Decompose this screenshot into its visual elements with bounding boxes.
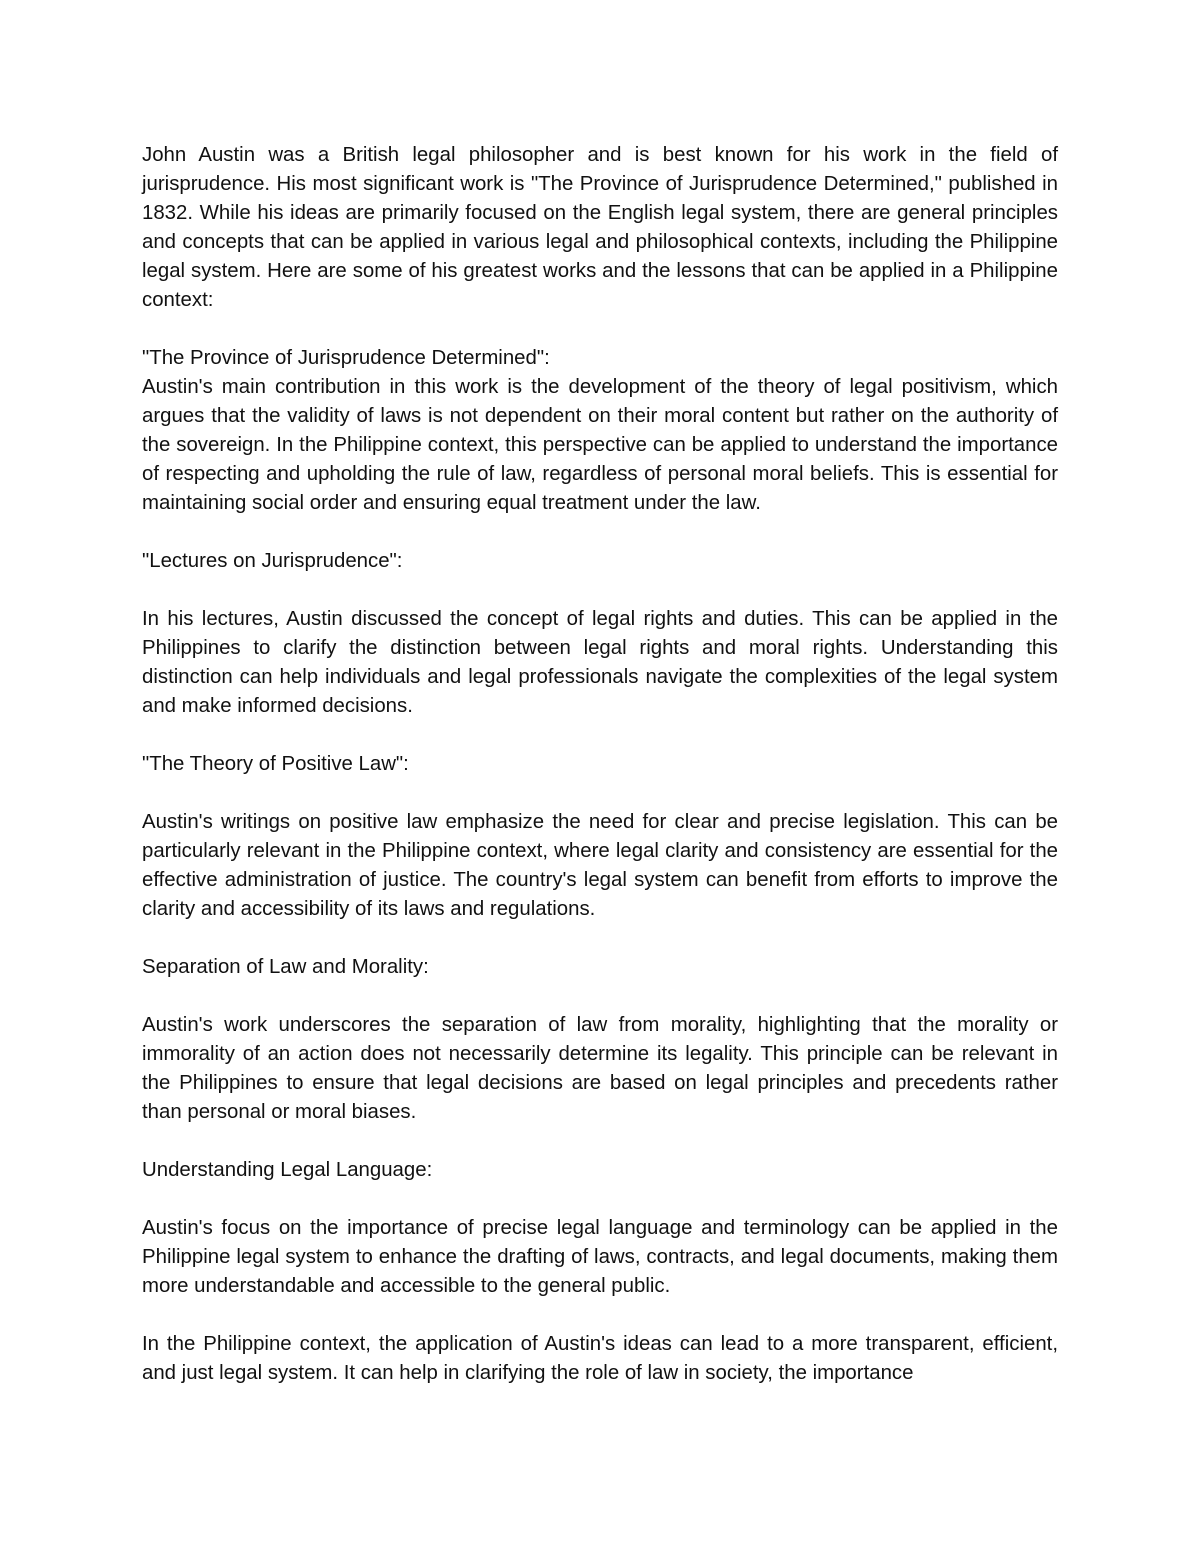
paragraph-gap xyxy=(142,518,1058,547)
paragraph-gap xyxy=(142,721,1058,750)
section-body-separation: Austin's work underscores the separation of law from morality, highlighting that the morality or immorality of an action does not necessarily determine its legality. This principle can be relevant in the Philippines to ensure that legal decisions are based on legal principles and precedents rather than personal or moral biases. xyxy=(142,1014,1058,1123)
paragraph-gap xyxy=(142,315,1058,344)
section-heading-province: "The Province of Jurisprudence Determined": xyxy=(142,347,550,369)
document-page xyxy=(142,141,1058,1388)
conclusion-paragraph: In the Philippine context, the application of Austin's ideas can lead to a more transparent, efficient, and just legal system. It can help in clarifying the role of law in society, the importance xyxy=(142,1333,1058,1384)
section-heading-lectures: "Lectures on Jurisprudence": xyxy=(142,550,403,572)
paragraph-gap xyxy=(142,576,1058,605)
paragraph-gap xyxy=(142,1127,1058,1156)
section-heading-positive-law: "The Theory of Positive Law": xyxy=(142,753,409,775)
section-body-province: Austin's main contribution in this work is the development of the theory of legal positivism, which argues that the validity of laws is not dependent on their moral content but rather on the authority of the sovereign. In the Philippine context, this perspective can be applied to understand the importance of respecting and upholding the rule of law, regardless of personal moral beliefs. This is essential for maintaining social order and ensuring equal treatment under the law. xyxy=(142,376,1058,514)
paragraph-gap xyxy=(142,982,1058,1011)
section-heading-legal-language: Understanding Legal Language: xyxy=(142,1159,433,1181)
intro-paragraph: John Austin was a British legal philosopher and is best known for his work in the field of jurisprudence. His most significant work is "The Province of Jurisprudence Determined," published in 1832. While his ideas are primarily focused on the English legal system, there are general principles and concepts that can be applied in various legal and philosophical contexts, including the Philippine legal system. Here are some of his greatest works and the lessons that can be applied in a Philippine context: xyxy=(142,144,1058,311)
section-heading-separation: Separation of Law and Morality: xyxy=(142,956,429,978)
section-body-lectures: In his lectures, Austin discussed the concept of legal rights and duties. This can be applied in the Philippines to clarify the distinction between legal rights and moral rights. Understanding this distinction can help individuals and legal professionals navigate the complexities of the legal system and make informed decisions. xyxy=(142,608,1058,717)
paragraph-gap xyxy=(142,779,1058,808)
section-body-positive-law: Austin's writings on positive law emphasize the need for clear and precise legislation. This can be particularly relevant in the Philippine context, where legal clarity and consistency are essential for the effective administration of justice. The country's legal system can benefit from efforts to improve the clarity and accessibility of its laws and regulations. xyxy=(142,811,1058,920)
section-body-legal-language: Austin's focus on the importance of precise legal language and terminology can be applied in the Philippine legal system to enhance the drafting of laws, contracts, and legal documents, making them more understandable and accessible to the general public. xyxy=(142,1217,1058,1297)
paragraph-gap xyxy=(142,1301,1058,1330)
paragraph-gap xyxy=(142,924,1058,953)
paragraph-gap xyxy=(142,1185,1058,1214)
